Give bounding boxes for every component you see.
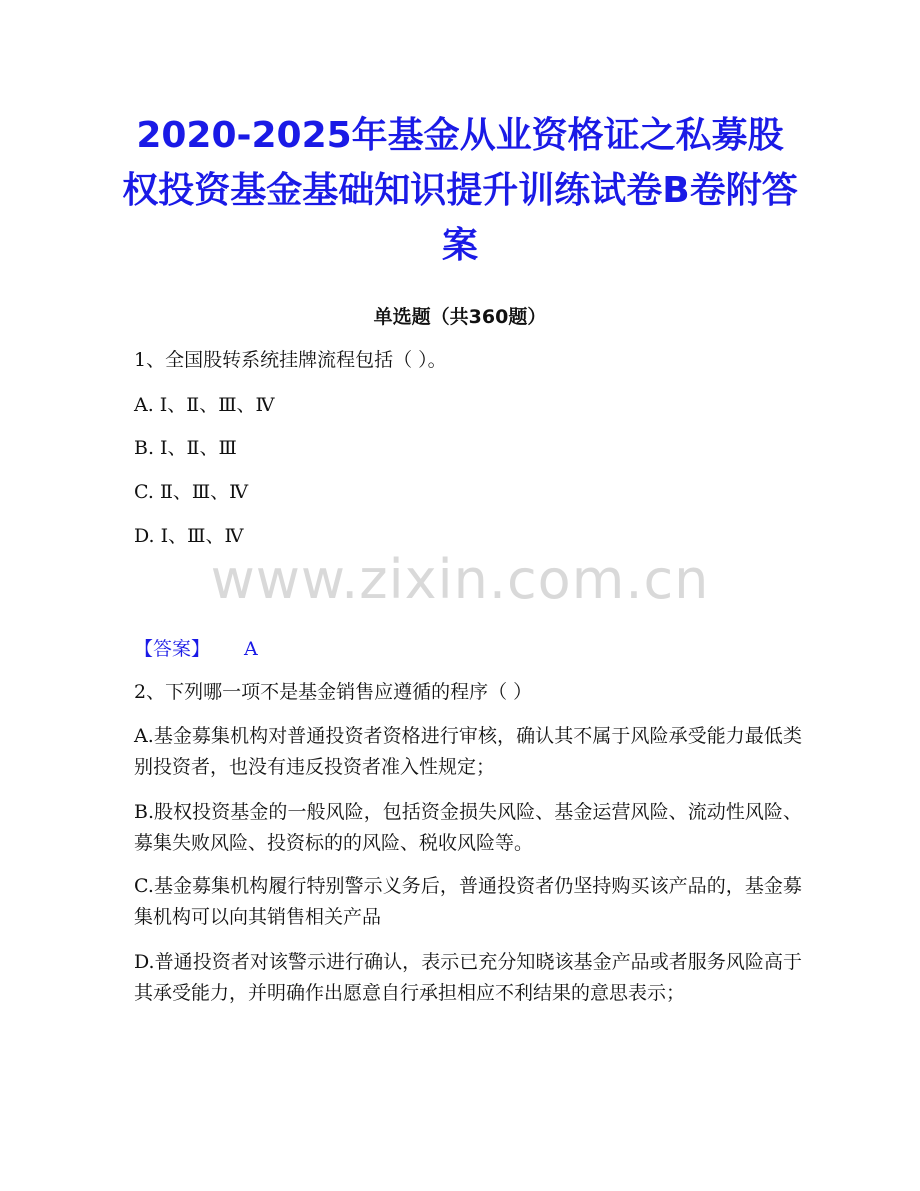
watermark: www.zixin.com.cn: [210, 548, 710, 611]
answer-label: 【答案】: [134, 638, 211, 660]
question-1-option-a: A. Ⅰ、Ⅱ、Ⅲ、Ⅳ: [134, 394, 275, 416]
question-2-option-c: C.基金募集机构履行特别警示义务后，普通投资者仍坚持购买该产品的，基金募集机构可以向其销售相关产品: [134, 875, 802, 928]
question-1-answer: [134, 635, 258, 663]
question-2-stem: 2、下列哪一项不是基金销售应遵循的程序（ ）: [134, 681, 533, 703]
document-title: 2020-2025年基金从业资格证之私募股权投资基金基础知识提升训练试卷B卷附答案: [122, 115, 798, 266]
question-2-option-a: A.基金募集机构对普通投资者资格进行审核，确认其不属于风险承受能力最低类别投资者，也没有违反投资者准入性规定；: [134, 725, 802, 778]
question-1-option-b: B. Ⅰ、Ⅱ、Ⅲ: [134, 437, 237, 459]
question-2-option-b: B.股权投资基金的一般风险，包括资金损失风险、基金运营风险、流动性风险、募集失败风险、投资标的的风险、税收风险等。: [134, 801, 802, 854]
answer-value: A: [244, 638, 258, 660]
question-2-option-d: D.普通投资者对该警示进行确认，表示已充分知晓该基金产品或者服务风险高于其承受能力，并明确作出愿意自行承担相应不利结果的意思表示；: [134, 951, 802, 1004]
question-1-option-d: D. Ⅰ、Ⅲ、Ⅳ: [134, 525, 244, 547]
question-1-stem: 1、全国股转系统挂牌流程包括（ ）。: [134, 349, 447, 371]
section-heading: 单选题（共360题）: [373, 306, 547, 328]
question-1-option-c: C. Ⅱ、Ⅲ、Ⅳ: [134, 481, 249, 503]
